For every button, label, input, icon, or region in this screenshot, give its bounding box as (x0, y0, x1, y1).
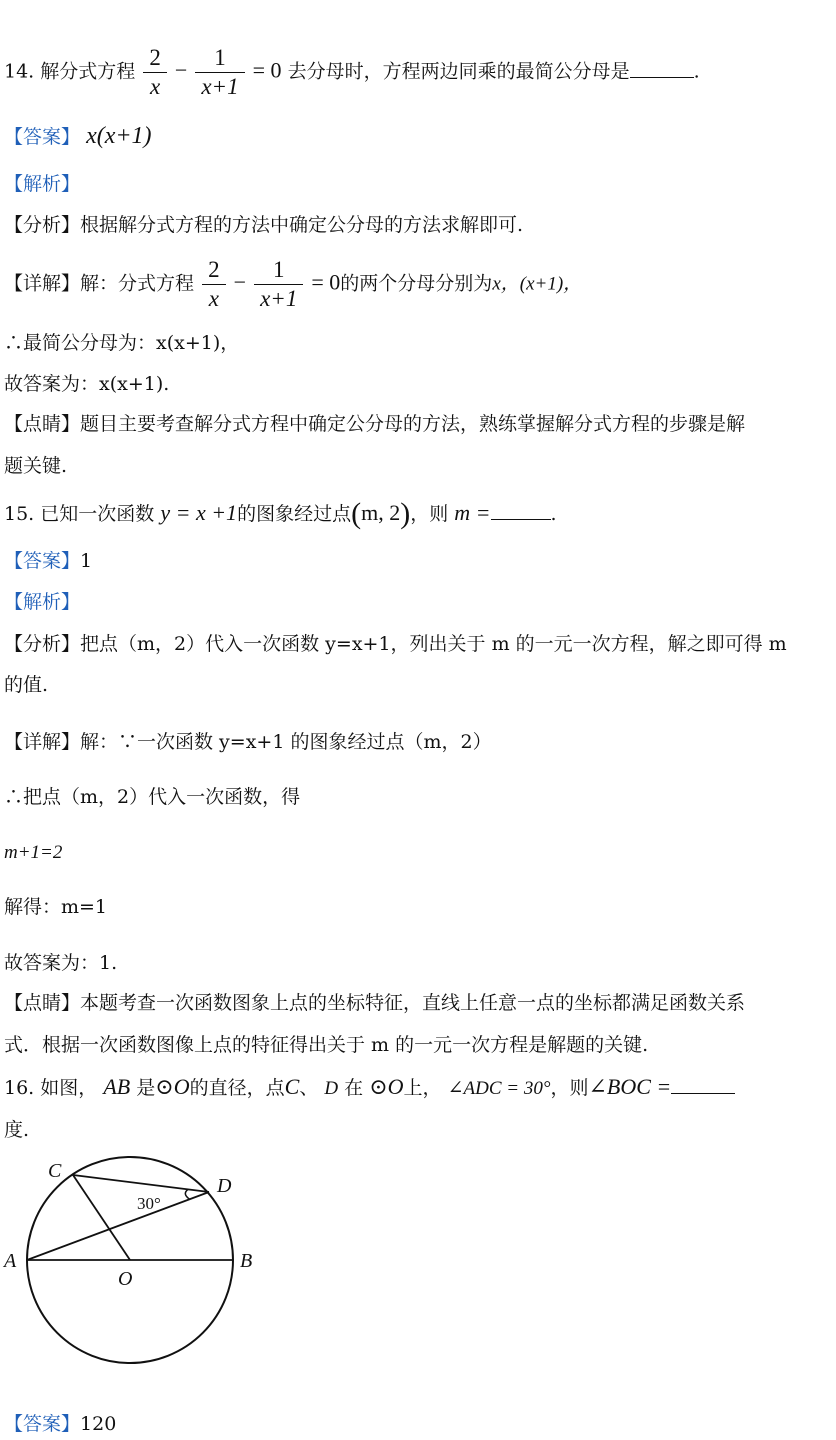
fenxi-text: 根据解分式方程的方法中确定公分母的方法求解即可. (80, 214, 524, 236)
q15-step: ∴把点（m，2）代入一次函数，得 (4, 786, 301, 808)
fenxi-tag: 【分析】 (4, 633, 81, 655)
dianjing-tag: 【点睛】 (4, 992, 81, 1014)
label-b: B (240, 1250, 253, 1272)
angle-arc (185, 1189, 189, 1199)
xiangjie-text: 解：∵一次函数 y=x+1 的图象经过点（m，2） (80, 731, 492, 753)
q14-step: 故答案为：x(x+1). (4, 373, 170, 395)
circle-o: ⊙O (155, 1074, 190, 1099)
answer-blank (491, 505, 551, 520)
fraction-denominator: x (202, 284, 226, 313)
m-equals: m = (454, 500, 491, 525)
segment-ab: AB (103, 1074, 131, 1099)
minus-sign: − (233, 269, 247, 295)
point-d: D (324, 1078, 339, 1099)
angle-boc: ∠BOC = (588, 1074, 672, 1099)
q16-text: 的直径，点 (189, 1077, 285, 1099)
period: . (693, 60, 700, 83)
fraction-1-over-x-plus-1 (195, 44, 244, 101)
xiangjie-text: 的两个分母分别为 (340, 272, 493, 295)
fraction-denominator: x (143, 72, 167, 101)
circle-geometry-figure (0, 1150, 290, 1405)
point-coords: m, 2 (361, 500, 401, 525)
q16-stem (4, 1074, 735, 1102)
open-paren: ( (351, 497, 362, 530)
label-d: D (217, 1175, 232, 1197)
answer-value: 1 (80, 550, 93, 572)
q14-stem (4, 44, 700, 101)
fraction-numerator: 1 (214, 45, 226, 70)
chord-cd (73, 1175, 209, 1192)
q16-text: 上， (403, 1077, 442, 1099)
question-number: 15. (4, 503, 35, 525)
point-c: C (284, 1074, 300, 1099)
answer-value: x(x+1) (86, 123, 152, 149)
angle-30-label: 30° (137, 1194, 161, 1213)
xiangjie-tag: 【详解】 (4, 272, 81, 295)
q14-dianjing (4, 411, 745, 437)
q14-step: ∴最简公分母为：x(x+1)， (4, 332, 240, 354)
dianjing-text: 题关键. (4, 455, 68, 477)
q15-text: 的图象经过点 (237, 503, 352, 525)
q15-stem (4, 497, 557, 530)
q15-text: ，则 (410, 503, 449, 525)
dianjing-tag: 【点睛】 (4, 413, 81, 435)
fraction-2-over-x (202, 256, 226, 313)
label-o: O (118, 1268, 133, 1290)
fenxi-text: 把点（m，2）代入一次函数 y=x+1，列出关于 m 的一元一次方程，解之即可得 m (80, 633, 787, 655)
fraction-denominator: x+1 (195, 72, 244, 101)
close-paren: ) (400, 497, 411, 530)
answer-tag: 【答案】 (4, 550, 81, 572)
q14-answer (4, 123, 152, 150)
dianjing-text: 题目主要考查解分式方程中确定公分母的方法，熟练掌握解分式方程的步骤是解 (80, 413, 746, 435)
q15-fenxi (4, 631, 787, 657)
period: . (550, 503, 557, 525)
dianjing-text: 式．根据一次函数图像上点的特征得出关于 m 的一元一次方程是解题的关键. (4, 1034, 649, 1056)
q14-text: 解分式方程 (40, 60, 136, 83)
radius-oc (73, 1175, 130, 1260)
q15-xiangjie (4, 729, 492, 755)
q15-answer (4, 548, 92, 574)
q15-step: m+1=2 (4, 842, 63, 863)
q15-dianjing (4, 990, 745, 1016)
q14-fenxi (4, 212, 523, 238)
xiangjie-text: 解：分式方程 (80, 272, 195, 295)
q16-text: 、 (299, 1077, 319, 1099)
xiangjie-text: x，(x+1)， (492, 273, 583, 295)
chord-ad (27, 1192, 209, 1260)
q16-text: 度. (4, 1119, 30, 1141)
fraction-2-over-x (143, 44, 167, 101)
fraction-denominator: x+1 (254, 284, 303, 313)
circle-o: ⊙O (369, 1074, 404, 1099)
xiangjie-tag: 【详解】 (4, 731, 81, 753)
answer-blank (630, 63, 694, 78)
q16-answer (4, 1411, 116, 1437)
analysis-tag: 【解析】 (4, 591, 81, 613)
fraction-1-over-x-plus-1 (254, 256, 303, 313)
question-number: 14. (4, 60, 35, 83)
q14-xiangjie (4, 256, 582, 313)
fenxi-tag: 【分析】 (4, 214, 81, 236)
question-number: 16. (4, 1077, 35, 1099)
q15-text: 已知一次函数 (40, 503, 155, 525)
equals-zero: = 0 (252, 57, 282, 83)
answer-tag: 【答案】 (4, 126, 81, 148)
q16-text: 是 (136, 1077, 156, 1099)
answer-value: 120 (80, 1413, 117, 1435)
fraction-numerator: 2 (208, 257, 220, 282)
q15-step: 故答案为：1. (4, 952, 118, 974)
fraction-numerator: 2 (149, 45, 161, 70)
fraction-numerator: 1 (272, 257, 285, 282)
q16-text: 如图， (40, 1077, 98, 1099)
q15-step: 解得：m=1 (4, 896, 108, 918)
q14-text: 去分母时，方程两边同乘的最简公分母是 (287, 60, 630, 83)
analysis-tag: 【解析】 (4, 173, 81, 195)
equals-zero: = 0 (311, 269, 341, 295)
fenxi-text: 的值. (4, 674, 49, 696)
label-a: A (4, 1250, 17, 1272)
q16-text: 在 (344, 1077, 364, 1099)
dianjing-text: 本题考查一次函数图象上点的坐标特征，直线上任意一点的坐标都满足函数关系 (80, 992, 746, 1014)
function-formula: y = x +1 (160, 500, 238, 525)
angle-adc: ∠ADC = 30° (447, 1078, 551, 1099)
minus-sign: − (174, 57, 188, 83)
label-c: C (48, 1160, 62, 1182)
q16-text: ，则 (550, 1077, 589, 1099)
answer-tag: 【答案】 (4, 1413, 81, 1435)
answer-blank (671, 1079, 735, 1094)
